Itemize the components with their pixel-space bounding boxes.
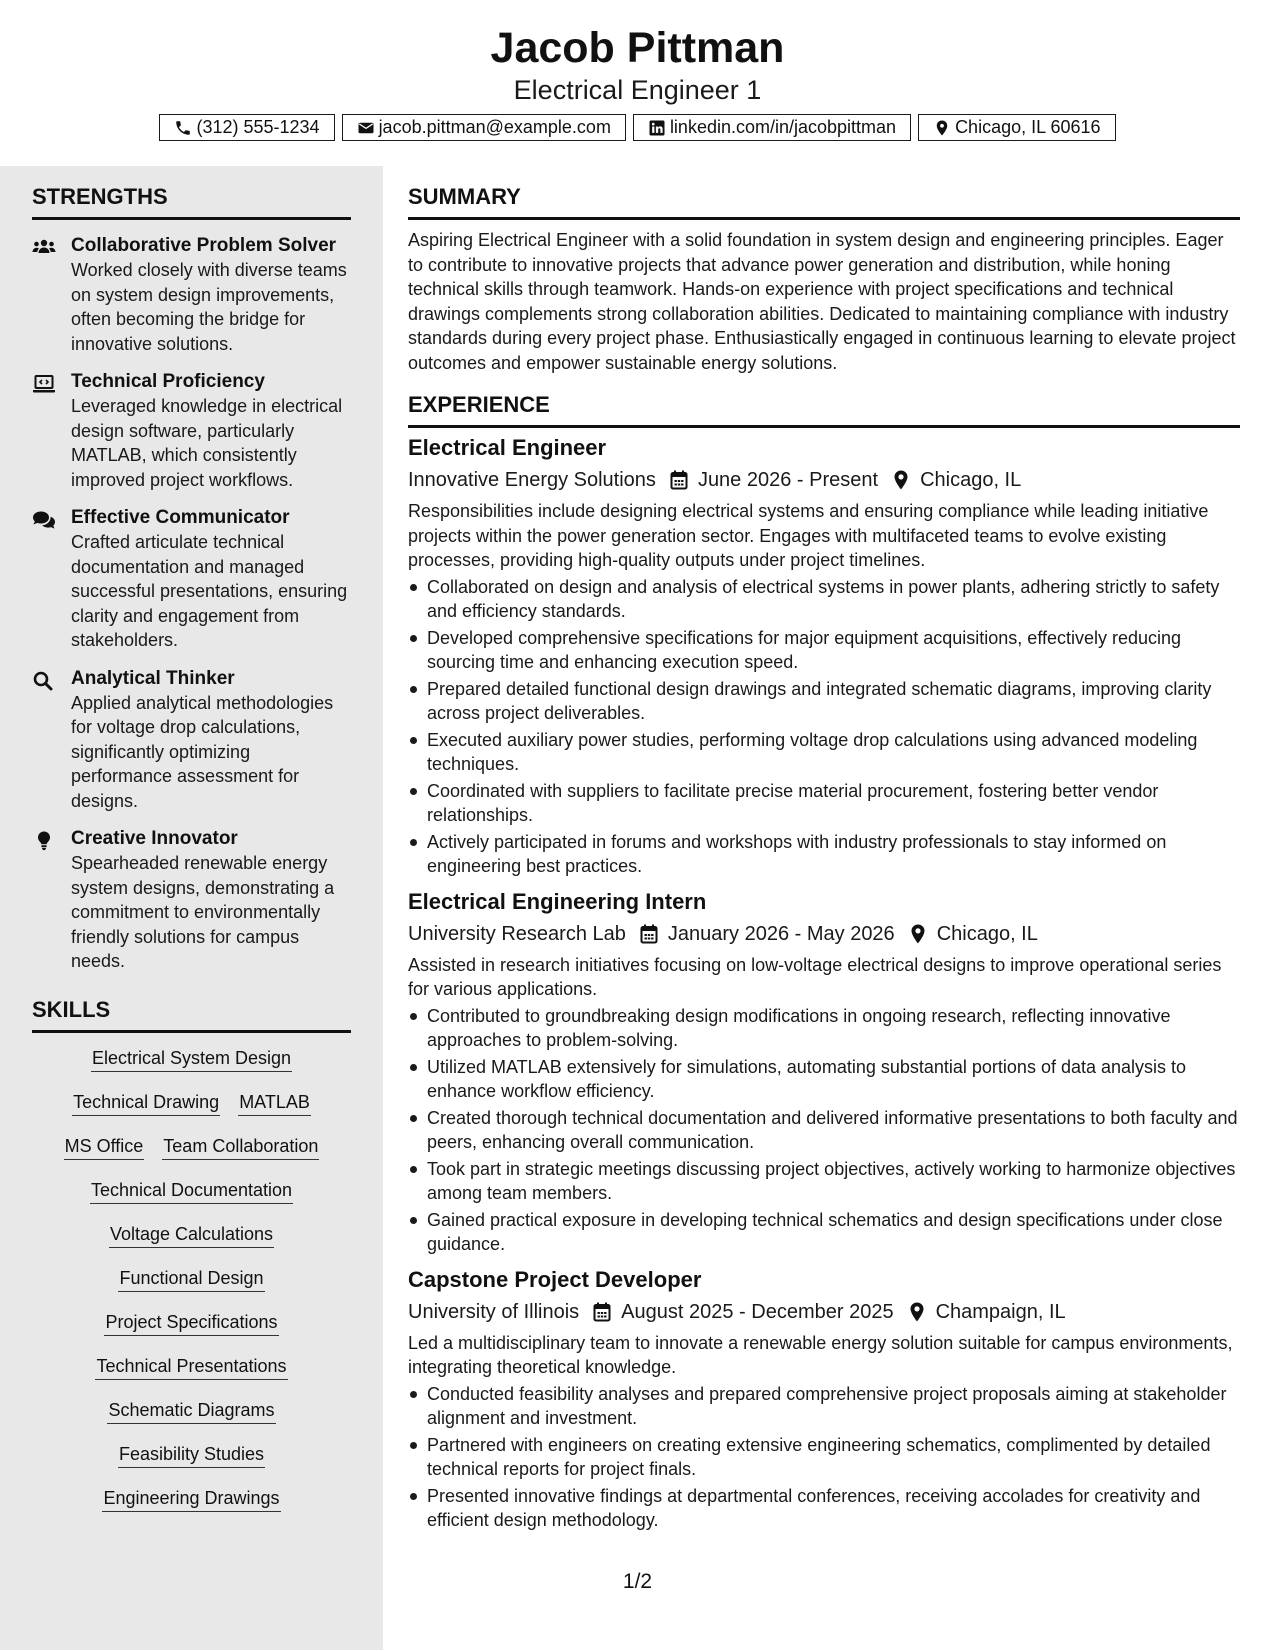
job-description: Led a multidisciplinary team to innovate a renewable energy solution suitable for campus environments, integrating theoretical knowledge.: [408, 1332, 1233, 1377]
strength-title: Analytical Thinker: [71, 667, 235, 689]
job-meta: [408, 1298, 1240, 1326]
strength-desc: Spearheaded renewable energy system designs, demonstrating a commitment to environmentally friendly solutions for campus needs.: [71, 853, 335, 971]
bullet-item: Coordinated with suppliers to facilitate precise material procurement, fostering better vendor relationships.: [408, 779, 1240, 828]
contact-location: [918, 114, 1115, 141]
summary-text: Aspiring Electrical Engineer with a solid foundation in system design and engineering principles. Eager to contribute to innovative projects that advance power generation and distribution, while honing technical skills through teamwork. Hands-on experience with project specifications and technical drawings complements strong collaboration abilities. Dedicated to maintaining compliance with industry standards during every project phase. Enthusiastically engaged in continuous learning to elevate project outcomes and empower sustainable energy solutions.: [408, 230, 1236, 373]
job-company: Innovative Energy Solutions: [408, 469, 656, 491]
strength-item: [32, 827, 351, 974]
skill-tag: MS Office: [64, 1135, 145, 1160]
skill-tag: Schematic Diagrams: [107, 1399, 275, 1424]
job-entry: [408, 434, 1240, 879]
job-description: Responsibilities include designing electrical systems and ensuring compliance while leading initiative projects within the power generation sector. Engages with multifaceted teams to evolve existing processes, providing high-quality outputs under project timelines.: [408, 501, 1209, 570]
bullet-item: Developed comprehensive specifications for major equipment acquisitions, effectively reducing sourcing time and enhancing execution speed.: [408, 626, 1240, 675]
strength-item: [32, 667, 351, 814]
job-entry: [408, 888, 1240, 1257]
section-divider: [32, 1030, 351, 1033]
skill-tag: Technical Presentations: [95, 1355, 287, 1380]
envelope-icon: [357, 119, 375, 137]
bullet-item: Utilized MATLAB extensively for simulations, automating substantial portions of data analysis to enhance workflow efficiency.: [408, 1055, 1240, 1104]
skill-tag: Technical Documentation: [90, 1179, 293, 1204]
skill-tag: Engineering Drawings: [102, 1487, 280, 1512]
strength-title: Effective Communicator: [71, 507, 290, 528]
job-dates: January 2026 - May 2026: [667, 922, 895, 945]
map-pin-icon: [908, 1302, 926, 1322]
strength-item: [32, 234, 351, 356]
bullet-item: Prepared detailed functional design drawings and integrated schematic diagrams, improving clarity across project deliverables.: [408, 677, 1240, 726]
strength-item: [32, 506, 351, 653]
strength-title: Technical Proficiency: [71, 371, 265, 392]
bullet-item: Presented innovative findings at departmental conferences, receiving accolades for creativity and efficient design methodology.: [408, 1484, 1240, 1533]
section-divider: [408, 425, 1240, 428]
job-entry: [408, 1266, 1240, 1533]
page-number: 1/2: [622, 1570, 653, 1593]
strength-desc: Crafted articulate technical documentation and managed successful presentations, ensuring clarity and engagement from stakeholders.: [71, 532, 348, 650]
skills-heading: SKILLS: [32, 996, 111, 1022]
job-company: University Research Lab: [408, 922, 626, 945]
summary-heading: SUMMARY: [408, 184, 521, 209]
contact-linkedin[interactable]: [633, 114, 911, 141]
skill-tag: Technical Drawing: [72, 1091, 220, 1116]
job-title: Electrical Engineer: [408, 435, 607, 460]
strength-desc: Applied analytical methodologies for voltage drop calculations, significantly optimizing performance assessment for designs.: [71, 692, 334, 811]
map-pin-icon: [892, 470, 910, 490]
section-divider: [408, 217, 1240, 220]
job-location: Chicago, IL: [936, 922, 1038, 945]
bullet-item: Conducted feasibility analyses and prepared comprehensive project proposals aiming at stakeholder alignment and investment.: [408, 1382, 1240, 1431]
bullet-item: Actively participated in forums and workshops with industry professionals to stay informed on engineering best practices.: [408, 830, 1240, 879]
strength-title: Creative Innovator: [71, 828, 238, 849]
bullet-item: Gained practical exposure in developing technical schematics and design specifications under close guidance.: [408, 1208, 1240, 1257]
job-meta: [408, 920, 1240, 948]
sidebar: [0, 166, 383, 1650]
job-dates: June 2026 - Present: [697, 469, 879, 491]
job-description: Assisted in research initiatives focusing on low-voltage electrical designs to improve operational series for various applications.: [408, 954, 1222, 999]
calendar-icon: [593, 1302, 611, 1322]
skill-tag: Functional Design: [118, 1267, 264, 1292]
lightbulb-icon: [32, 831, 56, 851]
bullet-item: Created thorough technical documentation and delivered informative presentations to both faculty and peers, enhancing overall communication.: [408, 1106, 1240, 1155]
candidate-name: Jacob Pittman: [490, 24, 785, 72]
search-icon: [32, 671, 56, 691]
section-divider: [32, 217, 351, 220]
skill-tag: Feasibility Studies: [118, 1443, 265, 1468]
skill-tag: Project Specifications: [104, 1311, 278, 1336]
strength-title: Collaborative Problem Solver: [71, 235, 337, 256]
job-dates: August 2025 - December 2025: [621, 1300, 894, 1323]
strength-desc: Leveraged knowledge in electrical design software, particularly MATLAB, which consistently improved project workflows.: [71, 396, 343, 490]
job-bullets: [408, 575, 1240, 879]
job-title: Capstone Project Developer: [408, 1266, 702, 1292]
map-pin-icon: [909, 924, 927, 944]
comments-icon: [32, 510, 56, 530]
skill-tag: MATLAB: [238, 1091, 311, 1116]
contact-bar: [0, 114, 1275, 141]
bullet-item: Partnered with engineers on creating extensive engineering schematics, complimented by detailed technical reports for project finals.: [408, 1433, 1240, 1482]
phone-icon: [174, 119, 192, 137]
contact-linkedin-text: linkedin.com/in/jacobpittman: [669, 117, 897, 137]
contact-location-text: Chicago, IL 60616: [955, 117, 1101, 137]
resume-header: [0, 0, 1275, 166]
contact-phone[interactable]: [159, 114, 334, 141]
job-location: Champaign, IL: [935, 1300, 1066, 1323]
laptop-code-icon: [32, 374, 56, 394]
users-icon: [32, 238, 56, 258]
job-bullets: [408, 1004, 1240, 1257]
bullet-item: Executed auxiliary power studies, performing voltage drop calculations using advanced modeling techniques.: [408, 728, 1240, 777]
contact-email-text: jacob.pittman@example.com: [378, 117, 611, 137]
main-column: [408, 166, 1240, 1535]
strength-desc: Worked closely with diverse teams on system design improvements, often becoming the bridge for innovative solutions.: [71, 260, 347, 354]
skills-list: [32, 1047, 351, 1512]
job-headline: Electrical Engineer 1: [513, 75, 762, 105]
bullet-item: Contributed to groundbreaking design modifications in ongoing research, reflecting innovative approaches to problem-solving.: [408, 1004, 1240, 1053]
job-bullets: [408, 1382, 1240, 1533]
skill-tag: Voltage Calculations: [109, 1223, 274, 1248]
strengths-heading: STRENGTHS: [32, 184, 168, 209]
skill-tag: Electrical System Design: [91, 1047, 292, 1072]
strength-item: [32, 370, 351, 492]
experience-heading: EXPERIENCE: [408, 392, 550, 417]
job-company: University of Illinois: [408, 1300, 580, 1323]
contact-email[interactable]: [342, 114, 626, 141]
calendar-icon: [640, 924, 658, 944]
job-location: Chicago, IL: [920, 469, 1022, 491]
calendar-icon: [670, 470, 688, 490]
bullet-item: Took part in strategic meetings discussing project objectives, actively working to harmonize objectives among team members.: [408, 1157, 1240, 1206]
contact-phone-text: (312) 555-1234: [196, 117, 320, 137]
job-title: Electrical Engineering Intern: [408, 888, 707, 914]
linkedin-icon: [648, 119, 666, 137]
skill-tag: Team Collaboration: [162, 1135, 319, 1160]
bullet-item: Collaborated on design and analysis of electrical systems in power plants, adhering strictly to safety and efficiency standards.: [408, 575, 1240, 624]
job-meta: [408, 466, 1240, 494]
map-pin-icon: [933, 119, 951, 137]
